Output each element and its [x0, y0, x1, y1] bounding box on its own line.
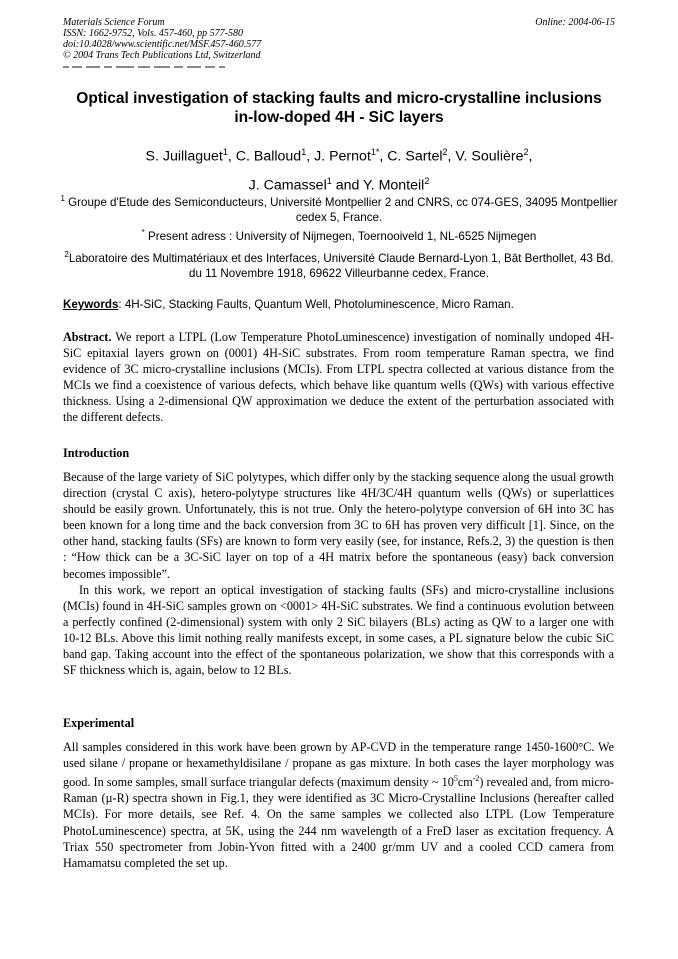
- abstract-label: Abstract.: [63, 330, 112, 344]
- journal-header: [63, 17, 261, 61]
- copyright-line: © 2004 Trans Tech Publications Ltd, Switzerland: [63, 50, 261, 61]
- introduction-heading: Introduction: [63, 446, 130, 460]
- introduction-paragraph-2: In this work, we report an optical investigation of stacking faults (SFs) and micro-crystalline inclusions (MCIs) found in 4H-SiC samples grown on <0001> 4H-SiC substrates. We find a continuous evolution between a perfectly confined (2-dimensional) system with only 2 SiC bilayers (BLs) acting as QW to a larger one with 10-12 BLs. Above this limit nothing really manifests except, in some cases, a PL signature below the cubic SiC band gap. Taking account into the effect of the spontaneous polarization, we show that this corresponds with a SF thickness which is, again, below to 12 BLs.: [63, 582, 614, 678]
- paper-title: [50, 89, 628, 127]
- experimental-body: [63, 739, 614, 871]
- affiliation-marker: *: [141, 228, 145, 237]
- introduction-body: [63, 469, 614, 678]
- author-name: J. Camassel: [248, 177, 327, 194]
- experimental-paragraph-1: [63, 739, 614, 871]
- affiliation-text: Present adress : University of Nijmegen, Toernooiveld 1, NL-6525 Nijmegen: [144, 229, 537, 243]
- introduction-paragraph-1: Because of the large variety of SiC polytypes, which differ only by the stacking sequence along the usual growth direction (crystal C axis), hetero-polytype structures like 4H/3C/4H quantum wells (QWs) or superlattices should be easily grown. Unfortunately, this is not true. Only the hetero-polytype conversion of 6H into 3C has been known for a long time and the back conversion from 3C to 6H has proven very difficult [1]. Since, on the other hand, stacking faults (SFs) are known to form very easily (see, for instance, Refs.2, 3) the question is then : “How thick can be a 3C-SiC layer on top of a 4H matrix before the spontaneous (easy) back conversion becomes impossible”.: [63, 470, 614, 581]
- author-affil-sup: 1*: [370, 147, 380, 157]
- author-affil-sup: 2: [442, 147, 448, 157]
- author-name: , V. Soulière: [447, 148, 524, 165]
- author-affil-sup: 1: [222, 147, 228, 157]
- keywords-label: Keywords: [63, 298, 119, 311]
- affiliation-text: Laboratoire des Multimatériaux et des Interfaces, Université Claude Bernard-Lyon 1, Bât Berthollet, 43 Bd. du 11 Novembre 1918, 69622 Villeurbanne cedex, France.: [68, 251, 614, 280]
- abstract-text: We report a LTPL (Low Temperature PhotoLuminescence) investigation of nominally undoped 4H-SiC epitaxial layers grown on (0001) 4H-SiC substrates. From room temperature Raman spectra, we find evidence of 3C micro-crystalline inclusions (MCIs). From LTPL spectra collected at various distance from the MCIs we find a coexistence of various defects, which behave like quantum wells (QWs) with various effective thickness. Using a 2-dimensional QW approximation we deduce the extent of the perturbation associated with the different defects.: [63, 330, 614, 425]
- author-name: S. Juillaguet: [145, 148, 223, 165]
- affiliation-present-address: [60, 225, 618, 244]
- experimental-text: cm: [457, 775, 473, 790]
- cut-off-header-line: [63, 62, 243, 68]
- experimental-text: All samples considered in this work have been grown by AP-CVD in the temperature range 1450-1600°C. We used silane / propane or hexamethyldisilane / propane as gas mixture. In both cases the layer morphology was good. In some samples, small surface triangular defects (maximum density ~ 10: [63, 740, 614, 790]
- keywords-text: : 4H-SiC, Stacking Faults, Quantum Well, Photoluminescence, Micro Raman.: [118, 298, 514, 311]
- online-date: Online: 2004-06-15: [535, 17, 615, 28]
- superscript: -2: [472, 774, 480, 784]
- affiliation-marker: 1: [60, 194, 65, 203]
- doi-line: doi:10.4028/www.scientific.net/MSF.457-460.577: [63, 39, 262, 50]
- author-affil-sup: 1: [326, 175, 332, 186]
- author-name: , C. Sartel: [379, 148, 443, 165]
- author-affil-sup: 2: [523, 147, 529, 157]
- author-line-1: [40, 140, 638, 169]
- affiliation-marker: 2: [64, 250, 69, 259]
- faint-text-remnant: [63, 64, 243, 68]
- author-affil-sup: 1: [301, 147, 307, 157]
- author-affil-sup: 2: [424, 175, 430, 186]
- title-line-1: Optical investigation of stacking faults and micro-crystalline inclusions: [76, 90, 602, 107]
- author-name: , J. Pernot: [306, 148, 371, 165]
- title-line-2: in-low-doped 4H - SiC layers: [234, 109, 444, 126]
- author-name: and Y. Monteil: [331, 177, 425, 194]
- experimental-heading: Experimental: [63, 716, 135, 730]
- abstract: [63, 329, 614, 426]
- issn-line: ISSN: 1662-9752, Vols. 457-460, pp 577-580: [63, 28, 243, 39]
- experimental-text: ) revealed and, from micro-Raman (µ-R) spectra shown in Fig.1, they were identified as 3C Micro-Crystalline Inclusions (hereafter called MCIs). For more details, see Ref. 4. On the same samples we collected also LTPL (Low Temperature PhotoLuminescence) spectra, at 5K, using the 244 nm wavelength of a FreD laser as excitation frequency. A Triax 550 spectrometer from Jobin-Yvon fitted with a 2400 gr/mm UV and a cooled CCD camera from Hamamatsu completed the set up.: [63, 775, 614, 870]
- journal-name: Materials Science Forum: [63, 17, 165, 28]
- affiliation-text: Groupe d'Etude des Semiconducteurs, Université Montpellier 2 and CNRS, cc 074-GES, 34095 Montpellier cedex 5, France.: [64, 195, 618, 224]
- author-separator: ,: [528, 148, 533, 165]
- author-list: [40, 140, 638, 197]
- author-name: , C. Balloud: [227, 148, 302, 165]
- keywords: [63, 297, 623, 312]
- affiliation-2: [60, 247, 618, 281]
- affiliation-1: [60, 191, 618, 225]
- superscript: 5: [453, 774, 458, 784]
